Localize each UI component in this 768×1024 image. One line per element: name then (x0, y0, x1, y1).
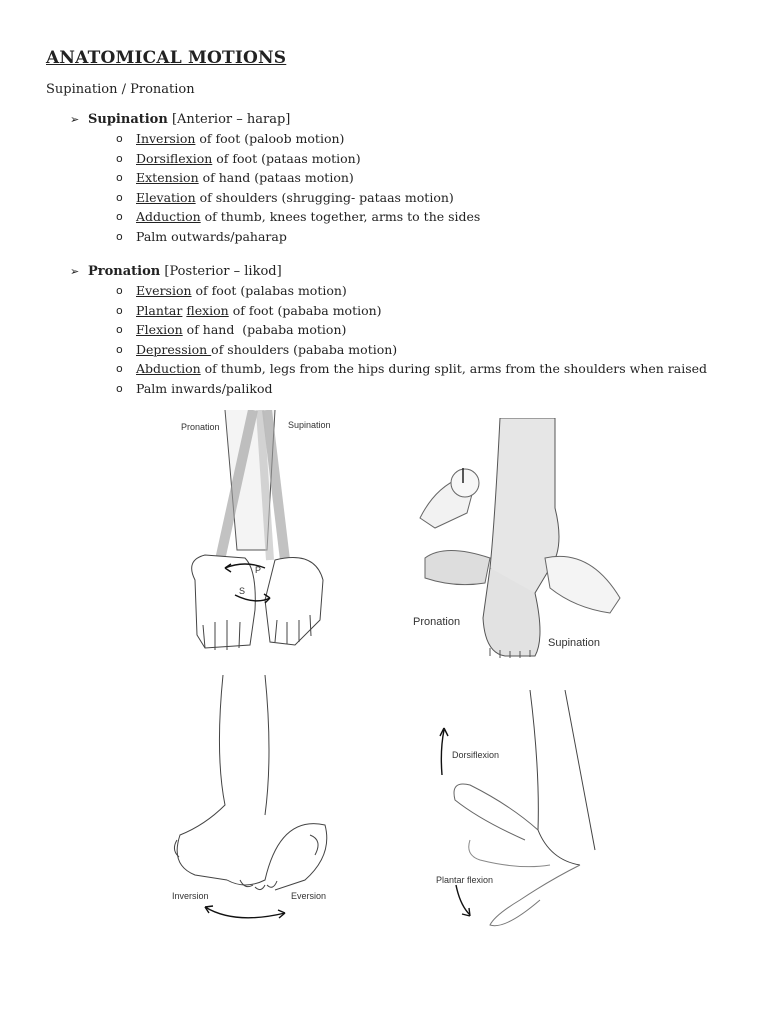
item-text-2: of foot (pababa motion) (228, 302, 382, 318)
item-text: of shoulders (shrugging- pataas motion) (195, 189, 454, 205)
foot-inversion-eversion-figure (165, 675, 335, 925)
section-heading-bold: Supination (88, 112, 168, 127)
item-text: of foot (paloob motion) (195, 131, 345, 147)
item-text: of hand (pataas motion) (198, 170, 354, 186)
item-text: of thumb, knees together, arms to the sides (200, 209, 481, 225)
dorsiflexion-label: Dorsiflexion (452, 750, 500, 760)
list-item (116, 188, 480, 208)
arrow-bullet-icon: ➢ (70, 113, 80, 126)
section-heading-rest: [Posterior – likod] (160, 264, 282, 279)
list-item (116, 359, 707, 379)
section-heading-rest: [Anterior – harap] (167, 112, 291, 127)
list-item (116, 168, 480, 188)
item-text: Palm outwards/paharap (136, 228, 287, 244)
item-term: Eversion (136, 283, 192, 299)
hands-p-label: P (255, 565, 262, 575)
list-item (116, 129, 480, 149)
section-heading-bold: Pronation (88, 264, 161, 279)
item-text: Palm inwards/palikod (136, 380, 273, 396)
page-title: ANATOMICAL MOTIONS (46, 48, 287, 68)
item-term: Dorsiflexion (136, 150, 213, 166)
feet-eversion-label: Eversion (291, 891, 327, 901)
bullet-icon: o (116, 229, 123, 243)
ankle-supination-label: Supination (548, 637, 600, 649)
item-text: of foot (pataas motion) (212, 150, 361, 166)
list-item (116, 149, 480, 169)
hands-pronation-label: Pronation (181, 422, 220, 432)
feet-inversion-label: Inversion (172, 891, 209, 901)
list-item (116, 340, 707, 360)
item-term-2: flexion (186, 302, 229, 318)
supination-section (70, 110, 480, 246)
item-term: Flexion (136, 322, 183, 338)
bullet-icon: o (116, 190, 123, 204)
bullet-icon: o (116, 323, 123, 337)
pronation-section (70, 262, 707, 398)
section-heading (70, 262, 707, 281)
item-term: Adduction (136, 209, 201, 225)
list-item (116, 227, 480, 247)
bullet-icon: o (116, 362, 123, 376)
item-text: of thumb, legs from the hips during split, arms from the shoulders when raised (200, 361, 708, 377)
item-term: Abduction (136, 361, 201, 377)
item-term: Elevation (136, 189, 196, 205)
bullet-icon: o (116, 171, 123, 185)
bullet-icon: o (116, 151, 123, 165)
bullet-icon: o (116, 210, 123, 224)
item-text: of foot (palabas motion) (191, 283, 347, 299)
list-item (116, 301, 707, 321)
arrow-bullet-icon: ➢ (70, 265, 80, 278)
item-text: of hand (pababa motion) (182, 322, 347, 338)
foot-flexion-figure (430, 690, 600, 935)
page-subtitle: Supination / Pronation (46, 82, 195, 97)
bullet-icon: o (116, 284, 123, 298)
bullet-icon: o (116, 342, 123, 356)
list-item (116, 379, 707, 399)
ankle-pronation-supination-figure (395, 418, 625, 663)
item-term: Plantar (136, 302, 183, 318)
section-heading (70, 110, 480, 129)
list-item (116, 320, 707, 340)
plantar-flexion-label: Plantar flexion (436, 875, 494, 885)
item-text: of shoulders (pababa motion) (211, 341, 398, 357)
hands-supination-label: Supination (288, 420, 331, 430)
bullet-icon: o (116, 132, 123, 146)
item-term: Extension (136, 170, 199, 186)
list-item (116, 207, 480, 227)
list-item (116, 281, 707, 301)
item-term: Inversion (136, 131, 196, 147)
bullet-icon: o (116, 303, 123, 317)
item-term: Depression (136, 341, 212, 357)
hands-s-label: S (239, 586, 246, 596)
hand-pronation-supination-figure (175, 410, 335, 660)
ankle-pronation-label: Pronation (413, 616, 461, 628)
bullet-icon: o (116, 381, 123, 395)
